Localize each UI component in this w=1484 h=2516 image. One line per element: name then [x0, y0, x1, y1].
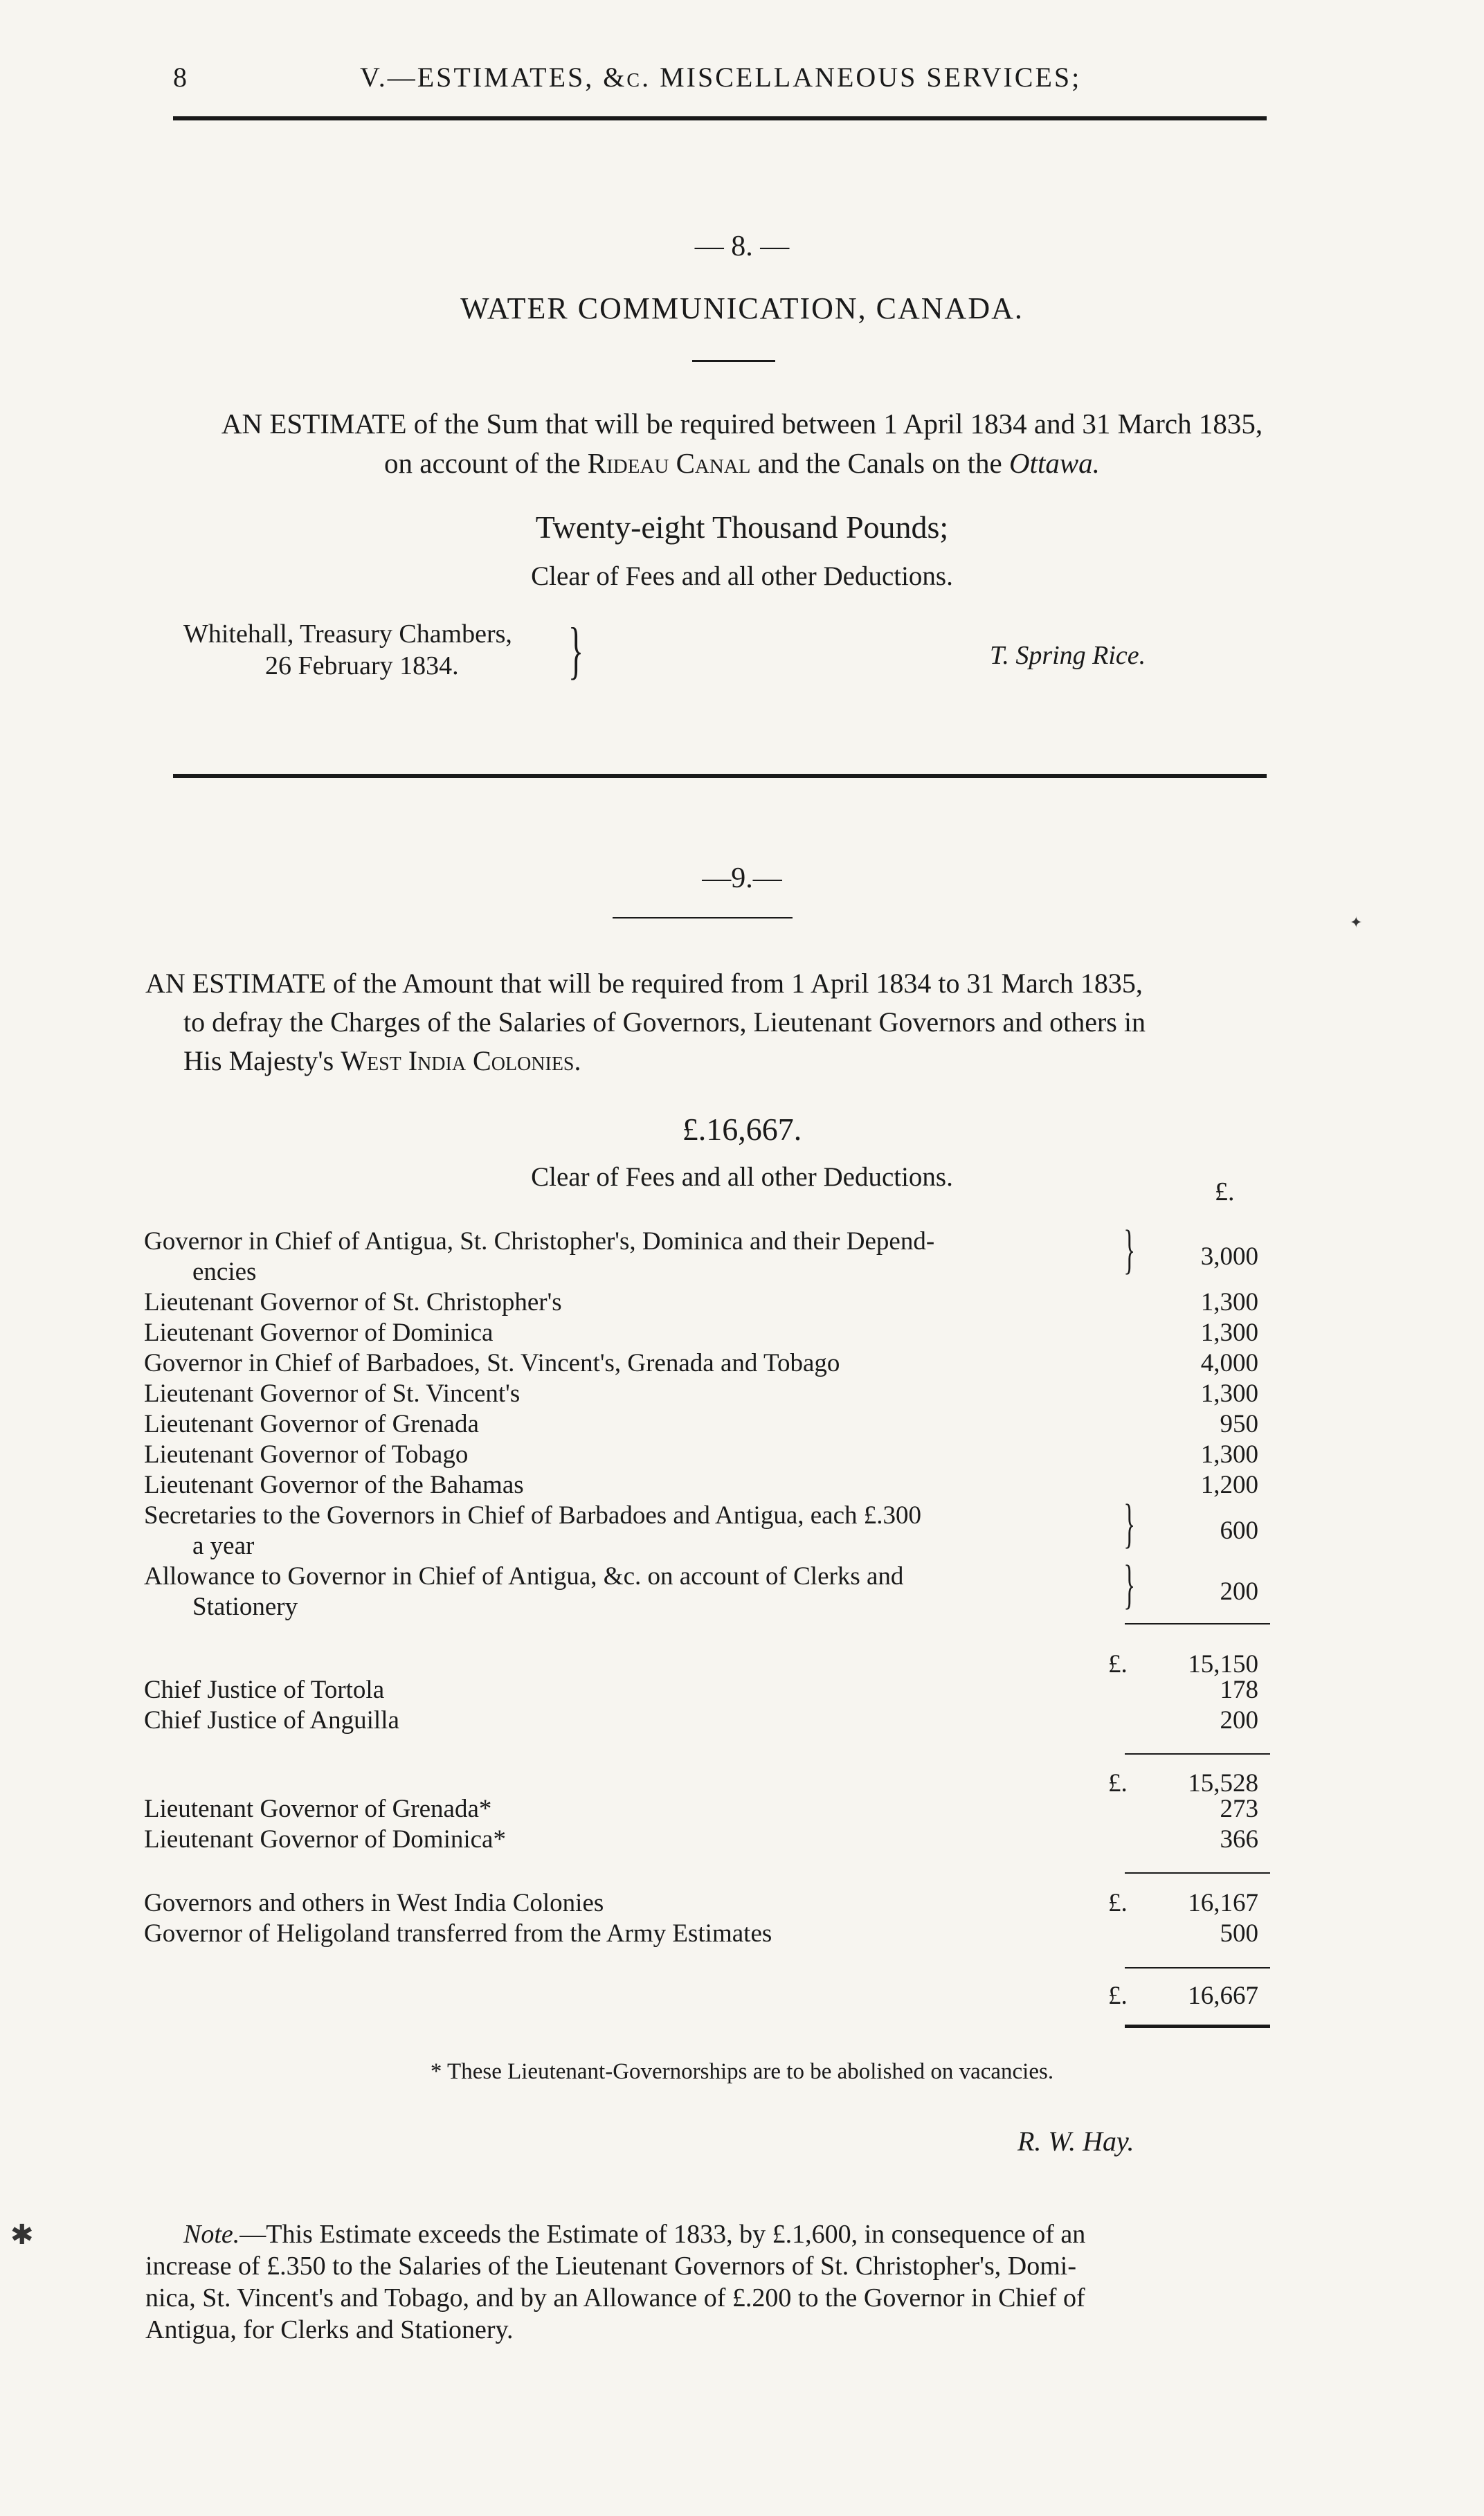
signatory: T. Spring Rice. [990, 641, 1146, 670]
row-label: Chief Justice of Tortola [144, 1676, 385, 1704]
row-label: Governor in Chief of Antigua, St. Christopher's, Dominica and their Depend- [144, 1227, 935, 1256]
row-amount: 366 [1220, 1825, 1258, 1854]
ink-speck: ✦ [1350, 914, 1363, 931]
running-head [173, 61, 1267, 102]
currency: £. [1108, 1769, 1128, 1798]
brace: } [568, 615, 584, 685]
estimate-text: His Majesty's [183, 1045, 341, 1076]
subtotal-rule [1125, 1623, 1270, 1624]
estimate-text: of the Sum that will be required between 1 April 1834 and 31 March 1835, [406, 408, 1263, 440]
ottawa: Ottawa. [1008, 447, 1100, 479]
row-amount: 500 [1220, 1919, 1258, 1948]
section-9-number: —9.— [702, 862, 782, 894]
row-amount: 1,300 [1200, 1440, 1258, 1469]
row-label: Lieutenant Governor of Tobago [144, 1440, 469, 1469]
total-amount: 16,667 [1188, 1982, 1258, 2010]
brace: } [1123, 1554, 1136, 1614]
total-double-rule [1125, 2025, 1270, 2028]
page-number: 8 [173, 62, 188, 93]
row-label: Governor of Heligoland transferred from the Army Estimates [144, 1919, 772, 1948]
row-label: Lieutenant Governor of Grenada* [144, 1795, 492, 1823]
section-rule [173, 774, 1267, 778]
row-label: Lieutenant Governor of Grenada [144, 1410, 479, 1438]
note-text: increase of £.350 to the Salaries of the Lieutenant Governors of St. Christopher's, Domi- [145, 2252, 1076, 2281]
currency: £. [1108, 1982, 1128, 2010]
row-label: Governors and others in West India Colonies [144, 1889, 604, 1917]
note-text: nica, St. Vincent's and Tobago, and by an Allowance of £.200 to the Governor in Chief of [145, 2283, 1085, 2313]
section-9-rule [613, 917, 793, 918]
running-title: V.—ESTIMATES, &c. MISCELLANEOUS SERVICES; [360, 62, 1082, 93]
row-amount: 600 [1220, 1517, 1258, 1545]
row-amount: 200 [1220, 1577, 1258, 1606]
rideau-canal: Rideau Canal [587, 447, 751, 479]
row-label: Lieutenant Governor of the Bahamas [144, 1471, 524, 1499]
date: 26 February 1834. [265, 651, 459, 680]
brace: } [1123, 1219, 1136, 1279]
row-amount: 178 [1220, 1676, 1258, 1704]
row-label-continued: encies [192, 1258, 257, 1286]
place: Whitehall, Treasury Chambers, [183, 619, 512, 649]
row-label-continued: Stationery [192, 1593, 298, 1621]
row-amount: 1,300 [1200, 1379, 1258, 1408]
ink-blot: ✱ [10, 2219, 34, 2250]
row-label: Lieutenant Governor of Dominica [144, 1319, 494, 1347]
clear-of-fees: Clear of Fees and all other Deductions. [531, 561, 953, 591]
row-amount: 950 [1220, 1410, 1258, 1438]
note [145, 2218, 1281, 2346]
brace: } [1123, 1493, 1136, 1553]
estimate-text: to defray the Charges of the Salaries of Governors, Lieutenant Governors and others in [183, 1006, 1146, 1038]
section-8-title: WATER COMMUNICATION, CANADA. [460, 291, 1024, 325]
west-india-colonies: West India Colonies. [341, 1045, 581, 1076]
row-label: Secretaries to the Governors in Chief of Barbadoes and Antigua, each £.300 [144, 1501, 922, 1530]
row-label: Lieutenant Governor of St. Christopher's [144, 1288, 562, 1316]
row-amount: 1,200 [1200, 1471, 1258, 1499]
currency: £. [1108, 1889, 1128, 1917]
section-9-sum: £.16,667. [682, 1112, 802, 1147]
currency: £. [1108, 1650, 1128, 1678]
note-lead: Note. [183, 2220, 240, 2249]
total-rule [1125, 1967, 1270, 1969]
row-amount: 273 [1220, 1795, 1258, 1823]
section-8-number: — 8. — [694, 230, 790, 262]
row-label: Allowance to Governor in Chief of Antigua, &c. on account of Clerks and [144, 1562, 904, 1591]
subtotal-rule [1125, 1753, 1270, 1755]
header-rule [173, 116, 1267, 120]
note-text: Antigua, for Clerks and Stationery. [145, 2315, 514, 2344]
row-amount: 16,167 [1188, 1889, 1258, 1917]
row-amount: 200 [1220, 1706, 1258, 1735]
row-amount: 3,000 [1200, 1242, 1258, 1271]
row-label: Lieutenant Governor of Dominica* [144, 1825, 506, 1854]
footnote: * These Lieutenant-Governorships are to be abolished on vacancies. [430, 2059, 1054, 2084]
sum-in-words: Twenty-eight Thousand Pounds; [535, 509, 949, 545]
row-amount: 1,300 [1200, 1319, 1258, 1347]
section-8-estimate-line-1 [0, 407, 1484, 440]
row-amount: 1,300 [1200, 1288, 1258, 1316]
section-9-estimate [145, 964, 1281, 1080]
row-label-continued: a year [192, 1532, 255, 1560]
note-text: —This Estimate exceeds the Estimate of 1833, by £.1,600, in consequence of an [239, 2220, 1086, 2249]
estimate-text: on account of the [384, 447, 588, 479]
estimate-text: and the Canals on the [750, 447, 1009, 479]
place-and-date [183, 618, 512, 682]
section-9-clear-of-fees: Clear of Fees and all other Deductions. [531, 1162, 953, 1192]
signatory: R. W. Hay. [1017, 2126, 1134, 2157]
subtotal-amount: 15,150 [1188, 1650, 1258, 1678]
estimate-lead: AN ESTIMATE [145, 968, 327, 999]
row-label: Chief Justice of Anguilla [144, 1706, 399, 1735]
section-8-estimate-line-2 [0, 446, 1484, 480]
estimate-text: of the Amount that will be required from 1 April 1834 to 31 March 1835, [326, 968, 1143, 999]
row-amount: 4,000 [1200, 1349, 1258, 1377]
amount-header: £. [1215, 1177, 1235, 1206]
row-label: Governor in Chief of Barbadoes, St. Vincent's, Grenada and Tobago [144, 1349, 840, 1377]
subtotal-rule [1125, 1872, 1270, 1874]
estimate-lead: AN ESTIMATE [221, 408, 407, 440]
row-label: Lieutenant Governor of St. Vincent's [144, 1379, 521, 1408]
title-rule [692, 360, 775, 362]
subtotal-amount: 15,528 [1188, 1769, 1258, 1798]
